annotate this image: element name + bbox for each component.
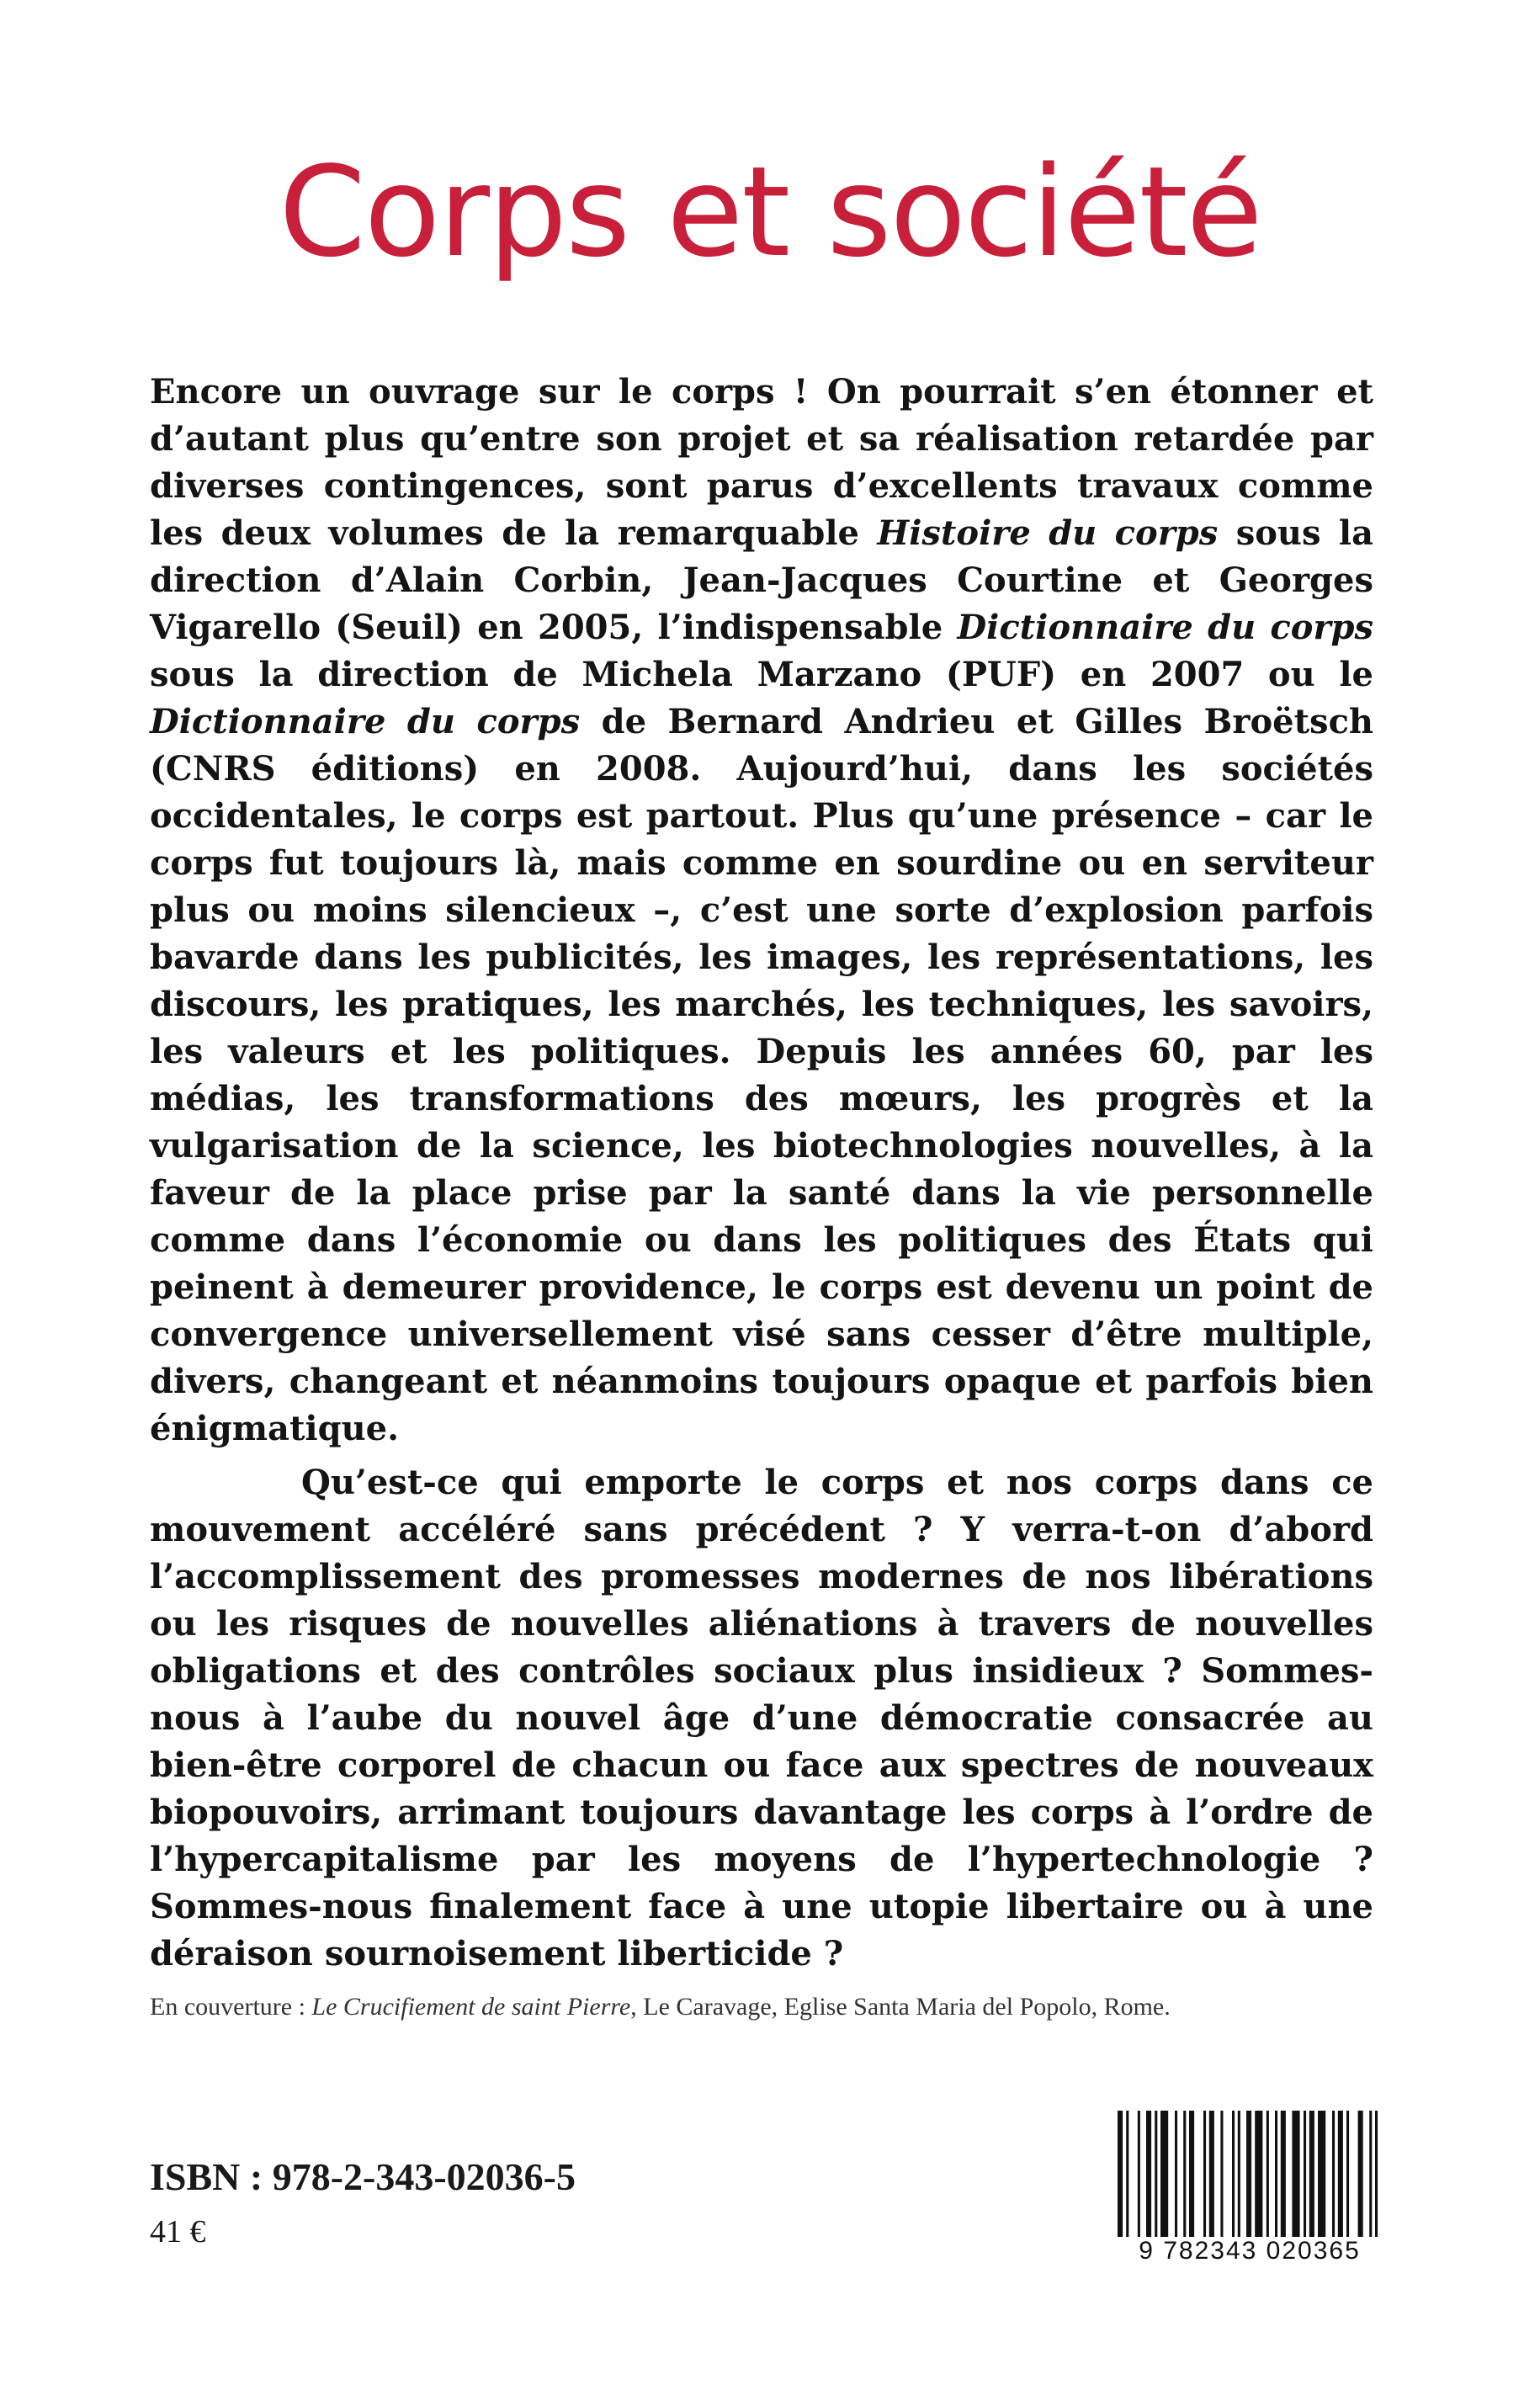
book-title: Corps et société	[279, 140, 1261, 284]
barcode-bar	[1175, 2111, 1177, 2237]
blurb-segment: sous la direction de Michela Marzano (PUF) en 2007 ou le	[150, 655, 1373, 694]
blurb-segment: Encore un ouvrage sur le corps ! On pourrait s’en étonner et d’autant plus qu’entre son projet et sa réalisation retardée par diverses contingences, sont parus d’excellents travaux comme les deux volumes de la remarquable	[150, 372, 1373, 553]
barcode-bar	[1160, 2111, 1168, 2237]
barcode-bar	[1209, 2111, 1214, 2237]
barcode-bar	[1369, 2111, 1372, 2237]
barcode-bar	[1126, 2111, 1128, 2237]
barcode-bar	[1309, 2111, 1314, 2237]
barcode-bar	[1155, 2111, 1157, 2237]
cover-credit-artwork: Le Crucifiement de saint Pierre	[311, 1993, 631, 2021]
barcode-bar	[1246, 2111, 1251, 2237]
blurb-paragraph-2: Qu’est-ce qui emporte le corps et nos corps dans ce mouvement accéléré sans précédent ? Y verra-t-on d’abord l’accomplissement des promesses modernes de nos libérations ou les risques de nouvelles aliénations à travers de nouvelles obligations et des contrôles sociaux plus insidieux ? Sommes-nous à l’aube du nouvel âge d’une démocratie consacrée au bien-être corporel de chacun ou face aux spectres de nouveaux biopouvoirs, arrimant toujours davantage les corps à l’ordre de l’hypercapitalisme par les moyens de l’hypertechnologie ? Sommes-nous finalement face à une utopie libertaire ou à une déraison sournoisement liberticide ?	[150, 1463, 1373, 1973]
blurb-title-histoire-du-corps: Histoire du corps	[877, 513, 1219, 553]
barcode-bar	[1138, 2111, 1140, 2237]
price: 41 €	[150, 2214, 206, 2250]
barcode-bar	[1183, 2111, 1186, 2237]
barcode-bar	[1118, 2111, 1123, 2237]
barcode-bar	[1220, 2111, 1223, 2237]
barcode-bar	[1281, 2111, 1286, 2237]
blurb-paragraph-1	[150, 369, 1373, 1453]
barcode-bar	[1189, 2111, 1194, 2237]
barcode-bar	[1146, 2111, 1151, 2237]
blurb-segment: de Bernard Andrieu et Gilles Broëtsch (CNRS éditions) en 2008. Aujourd’hui, dans les sociétés occidentales, le corps est partout. Plus qu’une présence – car le corps fut toujours là, mais comme en sourdine ou en serviteur plus ou moins silencieux –, c’est une sorte d’explosion parfois bavarde dans les publicités, les images, les représentations, les discours, les pratiques, les marchés, les techniques, les savoirs, les valeurs et les politiques. Depuis les années 60, par les médias, les transformations des mœurs, les progrès et la vulgarisation de la science, les biotechnologies nouvelles, à la faveur de la place prise par la santé dans la vie personnelle comme dans l’économie ou dans les politiques des États qui peinent à demeurer providence, le corps est devenu un point de convergence universellement visé sans cesser d’être multiple, divers, changeant et néanmoins toujours opaque et parfois bien énigmatique.	[150, 702, 1373, 1448]
barcode-bar	[1346, 2111, 1349, 2237]
blurb-title-dictionnaire-du-corps-2: Dictionnaire du corps	[150, 702, 581, 741]
barcode-bar	[1232, 2111, 1235, 2237]
barcode	[1111, 2111, 1389, 2271]
barcode-bar	[1332, 2111, 1335, 2237]
barcode-bar	[1292, 2111, 1299, 2237]
barcode-digits: 9 782343 020365	[1111, 2237, 1389, 2265]
cover-credit-prefix: En couverture :	[150, 1993, 312, 2021]
barcode-bar	[1318, 2111, 1325, 2237]
blurb-title-dictionnaire-du-corps: Dictionnaire du corps	[957, 608, 1374, 647]
cover-credit	[150, 1993, 1412, 2021]
back-cover-blurb	[150, 369, 1373, 1978]
barcode-bar	[1338, 2111, 1343, 2237]
barcode-bar	[1275, 2111, 1277, 2237]
barcode-bar	[1304, 2111, 1306, 2237]
barcode-bar	[1267, 2111, 1269, 2237]
barcode-bar	[1358, 2111, 1363, 2237]
barcode-bar	[1375, 2111, 1378, 2237]
barcode-bar	[1203, 2111, 1206, 2237]
cover-credit-suffix: , Le Caravage, Eglise Santa Maria del Popolo, Rome.	[630, 1993, 1171, 2021]
isbn: ISBN : 978-2-343-02036-5	[150, 2155, 576, 2198]
blurb-segment: sous la direction d’Alain Corbin, Jean-Jacques Courtine et Georges Vigarello (Seuil) en 2005, l’indispensable	[150, 513, 1374, 647]
barcode-bars	[1111, 2111, 1389, 2237]
barcode-bar	[1255, 2111, 1262, 2237]
barcode-bar	[1238, 2111, 1240, 2237]
